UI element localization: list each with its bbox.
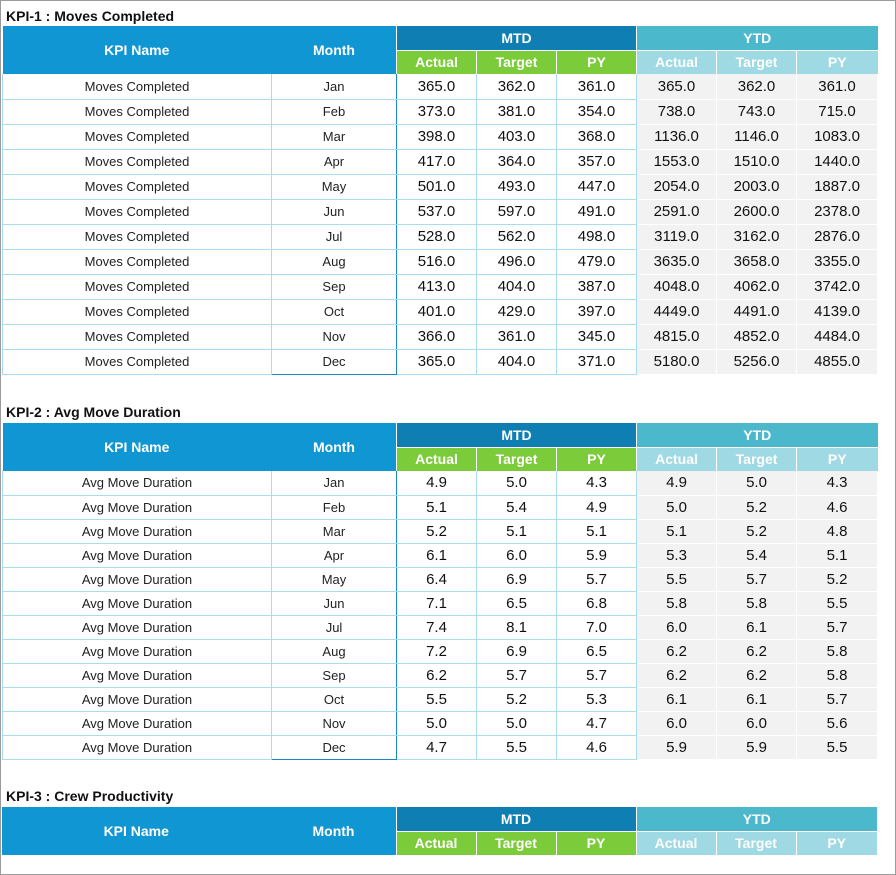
- mtd-py-cell[interactable]: 498.0: [557, 224, 637, 249]
- ytd-actual-cell[interactable]: 365.0: [637, 74, 717, 99]
- kpi-name-cell[interactable]: Moves Completed: [3, 149, 272, 174]
- ytd-py-cell[interactable]: 3355.0: [797, 249, 878, 274]
- table-row: [3, 471, 878, 495]
- table-row: [3, 224, 878, 249]
- mtd-py-cell[interactable]: 357.0: [557, 149, 637, 174]
- mtd-target-cell[interactable]: 493.0: [477, 174, 557, 199]
- mtd-actual-header[interactable]: Actual: [396, 831, 476, 855]
- mtd-py-cell[interactable]: 361.0: [557, 74, 637, 99]
- ytd-header[interactable]: YTD: [637, 423, 878, 447]
- ytd-actual-cell[interactable]: 4815.0: [637, 324, 717, 349]
- mtd-py-cell[interactable]: 447.0: [557, 174, 637, 199]
- kpi3-table: [2, 807, 877, 855]
- mtd-py-cell[interactable]: 5.1: [557, 519, 637, 543]
- mtd-target-cell[interactable]: 5.2: [477, 687, 557, 711]
- mtd-py-cell[interactable]: 5.7: [557, 567, 637, 591]
- kpi-name-cell[interactable]: Avg Move Duration: [3, 735, 272, 759]
- mtd-actual-cell[interactable]: 537.0: [397, 199, 477, 224]
- ytd-py-cell[interactable]: 1887.0: [797, 174, 878, 199]
- ytd-target-cell[interactable]: 6.1: [717, 615, 797, 639]
- mtd-actual-cell[interactable]: 5.0: [397, 711, 477, 735]
- table-row: [3, 274, 878, 299]
- mtd-header[interactable]: MTD: [397, 26, 637, 50]
- month-cell[interactable]: Dec: [272, 349, 397, 374]
- ytd-actual-cell[interactable]: 6.0: [637, 711, 717, 735]
- kpi-name-cell[interactable]: Avg Move Duration: [3, 495, 272, 519]
- mtd-target-cell[interactable]: 5.4: [477, 495, 557, 519]
- table-row: [3, 591, 878, 615]
- mtd-actual-cell[interactable]: 6.4: [397, 567, 477, 591]
- table-row: [3, 249, 878, 274]
- ytd-target-cell[interactable]: 5.0: [717, 471, 797, 495]
- ytd-py-cell[interactable]: 5.8: [797, 639, 878, 663]
- mtd-actual-header[interactable]: Actual: [397, 447, 477, 471]
- mtd-target-cell[interactable]: 6.9: [477, 639, 557, 663]
- ytd-py-cell[interactable]: 4855.0: [797, 349, 878, 374]
- mtd-target-cell[interactable]: 5.7: [477, 663, 557, 687]
- mtd-actual-cell[interactable]: 516.0: [397, 249, 477, 274]
- ytd-actual-cell[interactable]: 4048.0: [637, 274, 717, 299]
- table-row: [3, 299, 878, 324]
- ytd-py-cell[interactable]: 1440.0: [797, 149, 878, 174]
- kpi-name-cell[interactable]: Moves Completed: [3, 249, 272, 274]
- mtd-target-cell[interactable]: 361.0: [477, 324, 557, 349]
- mtd-py-cell[interactable]: 6.8: [557, 591, 637, 615]
- mtd-target-cell[interactable]: 496.0: [477, 249, 557, 274]
- mtd-target-cell[interactable]: 562.0: [477, 224, 557, 249]
- ytd-py-cell[interactable]: 1083.0: [797, 124, 878, 149]
- kpi-name-cell[interactable]: Avg Move Duration: [3, 687, 272, 711]
- ytd-target-cell[interactable]: 5.4: [717, 543, 797, 567]
- month-cell[interactable]: Aug: [272, 249, 397, 274]
- mtd-actual-cell[interactable]: 398.0: [397, 124, 477, 149]
- kpi2-title: KPI-2 : Avg Move Duration: [6, 404, 181, 420]
- mtd-actual-cell[interactable]: 6.2: [397, 663, 477, 687]
- month-header[interactable]: Month: [271, 807, 396, 855]
- mtd-actual-cell[interactable]: 7.2: [397, 639, 477, 663]
- ytd-py-header[interactable]: PY: [797, 50, 878, 74]
- mtd-actual-cell[interactable]: 501.0: [397, 174, 477, 199]
- month-cell[interactable]: Oct: [272, 299, 397, 324]
- table-row: [3, 687, 878, 711]
- month-cell[interactable]: Oct: [272, 687, 397, 711]
- ytd-py-cell[interactable]: 4.8: [797, 519, 878, 543]
- table-row: [3, 663, 878, 687]
- ytd-target-cell[interactable]: 4491.0: [717, 299, 797, 324]
- month-cell[interactable]: Mar: [272, 519, 397, 543]
- mtd-target-cell[interactable]: 6.5: [477, 591, 557, 615]
- ytd-actual-cell[interactable]: 5180.0: [637, 349, 717, 374]
- ytd-py-cell[interactable]: 5.1: [797, 543, 878, 567]
- mtd-py-cell[interactable]: 4.6: [557, 735, 637, 759]
- ytd-py-cell[interactable]: 5.7: [797, 687, 878, 711]
- mtd-py-cell[interactable]: 371.0: [557, 349, 637, 374]
- month-cell[interactable]: Sep: [272, 663, 397, 687]
- mtd-actual-cell[interactable]: 7.4: [397, 615, 477, 639]
- table-row: [3, 174, 878, 199]
- ytd-py-cell[interactable]: 4.3: [797, 471, 878, 495]
- kpi-name-cell[interactable]: Moves Completed: [3, 99, 272, 124]
- ytd-actual-cell[interactable]: 5.3: [637, 543, 717, 567]
- mtd-target-cell[interactable]: 5.1: [477, 519, 557, 543]
- kpi-name-cell[interactable]: Avg Move Duration: [3, 519, 272, 543]
- kpi1-rows: [3, 74, 878, 374]
- mtd-py-cell[interactable]: 7.0: [557, 615, 637, 639]
- mtd-header[interactable]: MTD: [397, 423, 637, 447]
- kpi-name-cell[interactable]: Avg Move Duration: [3, 639, 272, 663]
- table-row: [3, 74, 878, 99]
- mtd-actual-cell[interactable]: 4.9: [397, 471, 477, 495]
- ytd-target-cell[interactable]: 5.7: [717, 567, 797, 591]
- mtd-py-cell[interactable]: 4.7: [557, 711, 637, 735]
- ytd-py-cell[interactable]: 361.0: [797, 74, 878, 99]
- kpi-name-cell[interactable]: Avg Move Duration: [3, 711, 272, 735]
- ytd-target-cell[interactable]: 5256.0: [717, 349, 797, 374]
- ytd-py-cell[interactable]: 4139.0: [797, 299, 878, 324]
- mtd-target-cell[interactable]: 5.0: [477, 711, 557, 735]
- mtd-py-header[interactable]: PY: [557, 447, 637, 471]
- kpi1-title: KPI-1 : Moves Completed: [6, 8, 175, 24]
- mtd-py-cell[interactable]: 5.7: [557, 663, 637, 687]
- ytd-actual-cell[interactable]: 5.5: [637, 567, 717, 591]
- month-cell[interactable]: Jun: [272, 591, 397, 615]
- table-row: [3, 639, 878, 663]
- kpi-name-cell[interactable]: Avg Move Duration: [3, 615, 272, 639]
- kpi-name-cell[interactable]: Moves Completed: [3, 299, 272, 324]
- ytd-py-cell[interactable]: 5.5: [797, 735, 878, 759]
- mtd-target-cell[interactable]: 8.1: [477, 615, 557, 639]
- ytd-actual-cell[interactable]: 1553.0: [637, 149, 717, 174]
- month-cell[interactable]: Jun: [272, 199, 397, 224]
- mtd-actual-cell[interactable]: 528.0: [397, 224, 477, 249]
- ytd-header[interactable]: YTD: [636, 807, 877, 831]
- mtd-target-cell[interactable]: 362.0: [477, 74, 557, 99]
- kpi-name-cell[interactable]: Moves Completed: [3, 174, 272, 199]
- month-cell[interactable]: Apr: [272, 543, 397, 567]
- ytd-py-header[interactable]: PY: [796, 831, 877, 855]
- ytd-target-header[interactable]: Target: [717, 447, 797, 471]
- mtd-actual-cell[interactable]: 4.7: [397, 735, 477, 759]
- mtd-actual-cell[interactable]: 7.1: [397, 591, 477, 615]
- ytd-actual-cell[interactable]: 5.0: [637, 495, 717, 519]
- table-row: [3, 124, 878, 149]
- ytd-actual-cell[interactable]: 3635.0: [637, 249, 717, 274]
- table-row: [3, 495, 878, 519]
- mtd-target-header[interactable]: Target: [476, 831, 556, 855]
- mtd-target-cell[interactable]: 429.0: [477, 299, 557, 324]
- ytd-actual-header[interactable]: Actual: [636, 831, 716, 855]
- kpi-name-cell[interactable]: Avg Move Duration: [3, 543, 272, 567]
- kpi-name-cell[interactable]: Moves Completed: [3, 74, 272, 99]
- month-cell[interactable]: May: [272, 567, 397, 591]
- table-row: [3, 149, 878, 174]
- mtd-actual-cell[interactable]: 366.0: [397, 324, 477, 349]
- ytd-actual-cell[interactable]: 6.1: [637, 687, 717, 711]
- ytd-actual-cell[interactable]: 4449.0: [637, 299, 717, 324]
- mtd-py-cell[interactable]: 4.3: [557, 471, 637, 495]
- mtd-target-header[interactable]: Target: [477, 447, 557, 471]
- ytd-actual-cell[interactable]: 5.9: [637, 735, 717, 759]
- ytd-target-cell[interactable]: 743.0: [717, 99, 797, 124]
- ytd-actual-cell[interactable]: 2591.0: [637, 199, 717, 224]
- ytd-target-cell[interactable]: 6.0: [717, 711, 797, 735]
- month-cell[interactable]: Nov: [272, 324, 397, 349]
- kpi-name-header[interactable]: KPI Name: [3, 423, 272, 471]
- mtd-actual-cell[interactable]: 5.1: [397, 495, 477, 519]
- mtd-actual-header[interactable]: Actual: [397, 50, 477, 74]
- kpi-name-cell[interactable]: Moves Completed: [3, 199, 272, 224]
- mtd-py-cell[interactable]: 491.0: [557, 199, 637, 224]
- mtd-target-cell[interactable]: 5.0: [477, 471, 557, 495]
- month-cell[interactable]: Aug: [272, 639, 397, 663]
- mtd-target-header[interactable]: Target: [477, 50, 557, 74]
- ytd-actual-cell[interactable]: 6.2: [637, 639, 717, 663]
- ytd-actual-header[interactable]: Actual: [637, 50, 717, 74]
- table-row: [3, 99, 878, 124]
- ytd-target-cell[interactable]: 3658.0: [717, 249, 797, 274]
- table-row: [3, 567, 878, 591]
- ytd-target-cell[interactable]: 6.2: [717, 639, 797, 663]
- table-row: [3, 324, 878, 349]
- mtd-target-cell[interactable]: 597.0: [477, 199, 557, 224]
- ytd-actual-cell[interactable]: 4.9: [637, 471, 717, 495]
- ytd-target-cell[interactable]: 5.2: [717, 519, 797, 543]
- month-cell[interactable]: Feb: [272, 495, 397, 519]
- month-cell[interactable]: Nov: [272, 711, 397, 735]
- kpi-name-cell[interactable]: Moves Completed: [3, 349, 272, 374]
- ytd-actual-cell[interactable]: 6.2: [637, 663, 717, 687]
- ytd-actual-cell[interactable]: 1136.0: [637, 124, 717, 149]
- kpi-name-cell[interactable]: Moves Completed: [3, 124, 272, 149]
- ytd-py-cell[interactable]: 5.6: [797, 711, 878, 735]
- month-cell[interactable]: Apr: [272, 149, 397, 174]
- ytd-py-cell[interactable]: 4.6: [797, 495, 878, 519]
- mtd-target-cell[interactable]: 404.0: [477, 349, 557, 374]
- ytd-py-cell[interactable]: 3742.0: [797, 274, 878, 299]
- kpi-name-cell[interactable]: Moves Completed: [3, 324, 272, 349]
- ytd-target-cell[interactable]: 5.9: [717, 735, 797, 759]
- ytd-target-cell[interactable]: 4062.0: [717, 274, 797, 299]
- kpi-name-header[interactable]: KPI Name: [2, 807, 271, 855]
- table-row: [3, 349, 878, 374]
- ytd-target-cell[interactable]: 2003.0: [717, 174, 797, 199]
- kpi-name-cell[interactable]: Moves Completed: [3, 274, 272, 299]
- mtd-py-cell[interactable]: 4.9: [557, 495, 637, 519]
- kpi-name-cell[interactable]: Moves Completed: [3, 224, 272, 249]
- ytd-header[interactable]: YTD: [637, 26, 878, 50]
- ytd-target-cell[interactable]: 3162.0: [717, 224, 797, 249]
- kpi2-table: [2, 423, 878, 760]
- mtd-target-cell[interactable]: 404.0: [477, 274, 557, 299]
- ytd-target-cell[interactable]: 6.1: [717, 687, 797, 711]
- month-cell[interactable]: Mar: [272, 124, 397, 149]
- ytd-target-cell[interactable]: 1146.0: [717, 124, 797, 149]
- mtd-actual-cell[interactable]: 401.0: [397, 299, 477, 324]
- ytd-actual-header[interactable]: Actual: [637, 447, 717, 471]
- mtd-actual-cell[interactable]: 417.0: [397, 149, 477, 174]
- ytd-py-cell[interactable]: 2378.0: [797, 199, 878, 224]
- ytd-py-cell[interactable]: 2876.0: [797, 224, 878, 249]
- table-row: [3, 199, 878, 224]
- mtd-py-cell[interactable]: 6.5: [557, 639, 637, 663]
- mtd-py-cell[interactable]: 368.0: [557, 124, 637, 149]
- kpi-name-cell[interactable]: Avg Move Duration: [3, 663, 272, 687]
- mtd-py-cell[interactable]: 345.0: [557, 324, 637, 349]
- mtd-actual-cell[interactable]: 373.0: [397, 99, 477, 124]
- kpi3-title: KPI-3 : Crew Productivity: [6, 788, 174, 804]
- mtd-py-cell[interactable]: 5.9: [557, 543, 637, 567]
- ytd-actual-cell[interactable]: 3119.0: [637, 224, 717, 249]
- mtd-actual-cell[interactable]: 5.2: [397, 519, 477, 543]
- mtd-target-cell[interactable]: 364.0: [477, 149, 557, 174]
- month-header[interactable]: Month: [272, 423, 397, 471]
- ytd-target-cell[interactable]: 5.8: [717, 591, 797, 615]
- ytd-py-cell[interactable]: 5.8: [797, 663, 878, 687]
- mtd-py-cell[interactable]: 5.3: [557, 687, 637, 711]
- ytd-target-cell[interactable]: 6.2: [717, 663, 797, 687]
- month-header[interactable]: Month: [272, 26, 397, 74]
- ytd-py-cell[interactable]: 5.7: [797, 615, 878, 639]
- mtd-py-cell[interactable]: 387.0: [557, 274, 637, 299]
- mtd-target-cell[interactable]: 381.0: [477, 99, 557, 124]
- mtd-py-cell[interactable]: 479.0: [557, 249, 637, 274]
- ytd-target-cell[interactable]: 5.2: [717, 495, 797, 519]
- ytd-target-cell[interactable]: 362.0: [717, 74, 797, 99]
- mtd-py-cell[interactable]: 397.0: [557, 299, 637, 324]
- ytd-target-header[interactable]: Target: [716, 831, 796, 855]
- mtd-target-cell[interactable]: 5.5: [477, 735, 557, 759]
- mtd-target-cell[interactable]: 6.0: [477, 543, 557, 567]
- mtd-py-cell[interactable]: 354.0: [557, 99, 637, 124]
- mtd-target-cell[interactable]: 6.9: [477, 567, 557, 591]
- mtd-actual-cell[interactable]: 5.5: [397, 687, 477, 711]
- kpi-name-cell[interactable]: Avg Move Duration: [3, 567, 272, 591]
- ytd-target-cell[interactable]: 2600.0: [717, 199, 797, 224]
- month-cell[interactable]: Jan: [272, 74, 397, 99]
- ytd-py-cell[interactable]: 5.5: [797, 591, 878, 615]
- month-cell[interactable]: Dec: [272, 735, 397, 759]
- mtd-actual-cell[interactable]: 413.0: [397, 274, 477, 299]
- ytd-actual-cell[interactable]: 5.8: [637, 591, 717, 615]
- ytd-target-cell[interactable]: 4852.0: [717, 324, 797, 349]
- mtd-header[interactable]: MTD: [396, 807, 636, 831]
- table-row: [3, 615, 878, 639]
- ytd-target-cell[interactable]: 1510.0: [717, 149, 797, 174]
- ytd-py-header[interactable]: PY: [797, 447, 878, 471]
- mtd-target-cell[interactable]: 403.0: [477, 124, 557, 149]
- kpi1-table: [2, 26, 878, 375]
- month-cell[interactable]: Jan: [272, 471, 397, 495]
- ytd-actual-cell[interactable]: 6.0: [637, 615, 717, 639]
- ytd-py-cell[interactable]: 5.2: [797, 567, 878, 591]
- month-cell[interactable]: Jul: [272, 615, 397, 639]
- kpi2-rows: [3, 471, 878, 759]
- kpi-name-cell[interactable]: Avg Move Duration: [3, 591, 272, 615]
- table-row: [3, 735, 878, 759]
- ytd-py-cell[interactable]: 4484.0: [797, 324, 878, 349]
- kpi-name-cell[interactable]: Avg Move Duration: [3, 471, 272, 495]
- ytd-actual-cell[interactable]: 738.0: [637, 99, 717, 124]
- ytd-target-header[interactable]: Target: [717, 50, 797, 74]
- mtd-py-header[interactable]: PY: [556, 831, 636, 855]
- month-cell[interactable]: Sep: [272, 274, 397, 299]
- month-cell[interactable]: May: [272, 174, 397, 199]
- month-cell[interactable]: Jul: [272, 224, 397, 249]
- mtd-actual-cell[interactable]: 6.1: [397, 543, 477, 567]
- month-cell[interactable]: Feb: [272, 99, 397, 124]
- ytd-actual-cell[interactable]: 2054.0: [637, 174, 717, 199]
- table-row: [3, 711, 878, 735]
- table-row: [3, 543, 878, 567]
- table-row: [3, 519, 878, 543]
- mtd-actual-cell[interactable]: 365.0: [397, 349, 477, 374]
- ytd-actual-cell[interactable]: 5.1: [637, 519, 717, 543]
- kpi-name-header[interactable]: KPI Name: [3, 26, 272, 74]
- ytd-py-cell[interactable]: 715.0: [797, 99, 878, 124]
- mtd-actual-cell[interactable]: 365.0: [397, 74, 477, 99]
- mtd-py-header[interactable]: PY: [557, 50, 637, 74]
